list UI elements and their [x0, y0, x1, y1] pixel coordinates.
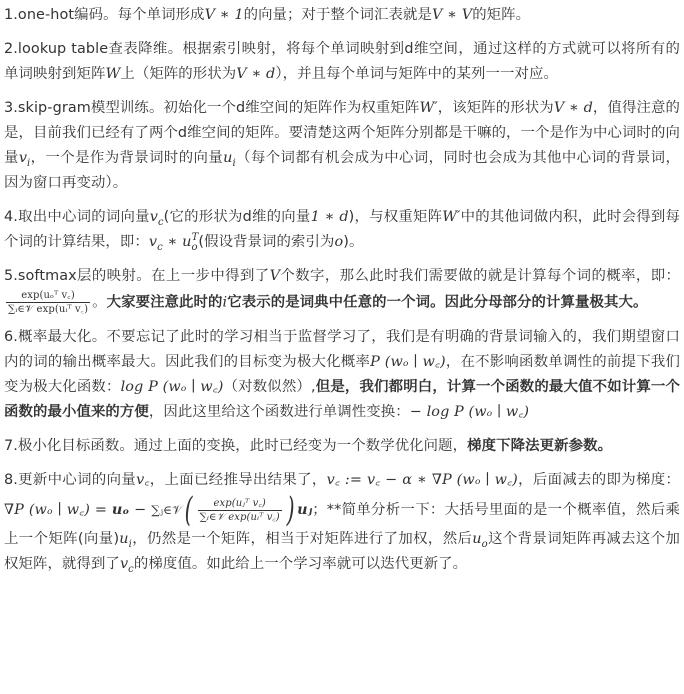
step-6-text-d: ，因此这里给这个函数进行单调性变换：	[148, 404, 410, 420]
step-6-text: 6.概率最大化。不要忘记了此时的学习相当于监督学习了，我们是有明确的背景词输入的，我们期望窗口内的词的输出概率最大。因此我们的目标变为极大化概率	[4, 329, 680, 370]
math-v-by-1: V ∗ 1	[204, 7, 244, 23]
step-8-text-b: ，上面已经推导出结果了，	[149, 472, 327, 488]
step-4-text-f: )。	[343, 234, 364, 250]
step-3-text-c: ，值得注意的是，目前我们已经有了两个d维空间的矩阵。要清楚这两个矩阵分别都是干嘛的，一个是作为中心词时的向量	[4, 100, 680, 166]
softmax-fraction: $\frac{\text{exp(uₒᵀ v꜀)}}{\text{∑ᵢ∈𝒱 exp(uᵢᵀ v꜀)}}$	[8, 290, 89, 315]
math-neg-log-p: − log P (wₒ ∣ w꜀)	[409, 404, 530, 420]
step-4-text: 4.取出中心词的词向量	[4, 209, 150, 225]
step-5-bold-note: 大家要注意此时的i它表示的是词典中任意的一个词。因此分母部分的计算量极其大。	[106, 294, 648, 311]
step-5-paragraph	[4, 264, 680, 316]
math-w: W	[105, 66, 121, 82]
math-v-by-d-2: V ∗ d	[553, 100, 593, 116]
step-8-text-d: ；**简单分析一下：大括号里面的是一个概率值，然后乘上一个矩阵(向量)	[4, 502, 680, 547]
step-3-text-d: ，一个是作为背景词时的向量	[30, 150, 224, 166]
step-8-paragraph	[4, 468, 680, 577]
step-3-text-b: ，该矩阵的形状为	[437, 100, 554, 116]
math-v-by-v: V ∗ V	[431, 7, 473, 23]
step-8-text-c: ，后面减去的即为梯度：	[517, 472, 681, 488]
math-v-c-3: $v_c$	[119, 556, 134, 575]
step-8-text-g: 的梯度值。如此给上一个学习率就可以迭代更新了。	[133, 556, 468, 572]
math-u-i: $u_i$	[223, 150, 236, 169]
step-8-text-f: 这个背景词矩阵再减去这个加权矩阵，就得到了	[4, 531, 680, 572]
step-6-text-b: ，在不影响函数单调性的前提下我们变为极大化函数：	[4, 354, 680, 395]
math-v-by-d: V ∗ d	[236, 66, 276, 82]
step-4-text-e: (假设背景词的索引为	[198, 234, 335, 250]
step-7-bold-note: 梯度下降法更新参数。	[467, 438, 613, 454]
step-6-paragraph	[4, 325, 680, 425]
step-5-text-b: 个数字，那么此时我们需要做的就是计算每个词的概率，即：	[280, 268, 681, 284]
step-1-text: 1.one-hot编码。每个单词形成	[4, 7, 205, 23]
step-4-text-c: )，与权重矩阵	[348, 209, 443, 225]
math-u-i-2: $u_i$	[119, 531, 132, 550]
step-2-text-c: ），并且每个单词与矩阵中的某列一一对应。	[275, 66, 558, 82]
step-7-text: 7.极小化目标函数。通过上面的变换，此时已经变为一个数学优化问题，	[4, 438, 468, 454]
step-1-text-b: 的向量；对于整个词汇表就是	[243, 7, 432, 23]
math-log-p: log P (wₒ ∣ w꜀)	[120, 379, 224, 395]
math-w-prime: W′	[419, 100, 438, 116]
step-3-paragraph	[4, 96, 680, 196]
step-4-text-b: (它的形状为d维的向量	[163, 209, 311, 225]
step-1-text-c: 的矩阵。	[472, 7, 531, 23]
math-v-c: $v_c$	[149, 209, 164, 228]
step-2-text: 2.lookup table查表降维。根据索引映射，将每个单词映射到d维空间，通过这样的方式就可以将所有的单词映射到矩阵	[4, 41, 680, 82]
step-5-text: 5.softmax层的映射。在上一步中得到了	[4, 268, 270, 284]
math-v: V	[269, 268, 281, 284]
math-v-i: $v_i$	[18, 150, 31, 169]
step-8-text: 8.更新中心词的向量	[4, 472, 137, 488]
math-w-prime-2: W′	[442, 209, 461, 225]
step-6-text-c: （对数似然）,	[223, 379, 316, 395]
gradient-fraction: $\frac{\text{exp(uⱼᵀ v꜀)}}{\text{∑ᵢ∈𝒱 exp(uᵢᵀ v꜀)}}$	[199, 497, 280, 523]
step-4-text-d: 中的其他词做内积，此时会得到每个词的计算结果，即：	[4, 209, 680, 250]
step-6-bold-note: 但是，我们都明白，计算一个函数的最大值不如计算一个函数的最小值来的方便	[4, 379, 680, 420]
math-v-c-2: v꜀	[136, 472, 150, 488]
step-2-paragraph	[4, 37, 680, 87]
step-7-paragraph	[4, 434, 680, 459]
step-2-text-b: 上（矩阵的形状为	[120, 66, 237, 82]
step-5-text-c: 。	[92, 294, 107, 311]
math-vc-times-uo-t: $v_c$ ∗ $u_o^T$	[148, 232, 199, 253]
step-3-text: 3.skip-gram模型训练。初始化一个d维空间的矩阵作为权重矩阵	[4, 100, 420, 116]
math-update-rule: v꜀ := v꜀ − α ∗ ∇P (wₒ ∣ w꜀)	[326, 472, 518, 488]
math-u-o: $u_o$	[472, 531, 488, 550]
math-1-by-d: 1 ∗ d	[310, 209, 349, 225]
math-p-wo-wc: P (wₒ ∣ w꜀)	[370, 354, 446, 370]
step-3-text-e: （每个词都有机会成为中心词，同时也会成为其他中心词的背景词，因为窗口再变动）。	[4, 150, 680, 191]
math-gradient: ∇P (wₒ ∣ w꜀) = uₒ − ∑ⱼ∈𝒱( $\frac{\text{exp(uⱼᵀ v꜀)}}{\text{∑ᵢ∈𝒱 exp(uᵢᵀ v꜀)}}$ ) uⱼ	[4, 490, 313, 530]
step-4-paragraph	[4, 205, 680, 255]
step-8-text-e: ，仍然是一个矩阵，相当于对矩阵进行了加权，然后	[131, 531, 473, 547]
step-1-paragraph	[4, 3, 680, 28]
math-o: o	[334, 234, 344, 250]
